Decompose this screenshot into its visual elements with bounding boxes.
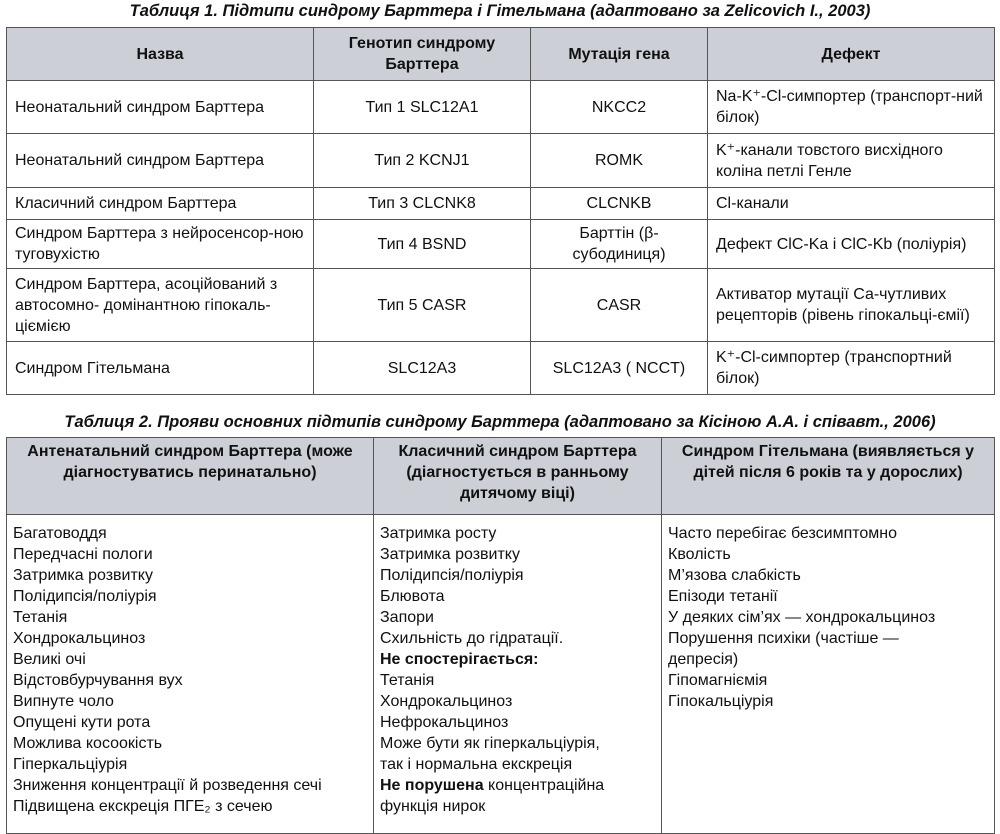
cell-mutation: Барттін (β-субодиниця) <box>531 220 708 269</box>
cell-defect: Дефект ClC-Ka і ClC-Kb (поліурія) <box>708 220 995 269</box>
list-item: Можлива косоокість <box>13 735 163 752</box>
list-item: Порушення психіки (частіше — <box>668 630 899 647</box>
list-item: Підвищена екскреція ПГЕ₂ з сечею <box>13 798 273 815</box>
list-item: Запори <box>380 609 434 626</box>
table-row <box>7 515 995 834</box>
classic-symptoms-cell <box>374 515 662 834</box>
list-item: Хондрокальциноз <box>13 630 146 647</box>
table-row <box>7 220 995 269</box>
list-item: Часто перебігає безсимптомно <box>668 525 898 542</box>
table1-caption: Таблиця 1. Підтипи синдрому Барттера і Гітельмана (адаптовано за Zelicovich I., 2003) <box>129 2 871 20</box>
list-item: Зниження концентрації й розведення сечі <box>13 777 322 794</box>
list-item <box>380 775 653 796</box>
header-gitelman: Синдром Гітельмана (виявляється у дітей після 6 років та у дорослих) <box>662 438 995 515</box>
list-item: Тетанія <box>13 609 68 626</box>
cell-mutation: ROMK <box>531 134 708 188</box>
bartter-manifestations-table <box>6 437 995 834</box>
cell-genotype: Тип 5 CASR <box>314 269 531 342</box>
table-header-row <box>7 438 995 515</box>
header-genotype: Генотип синдрому Барттера <box>314 28 531 81</box>
cell-genotype: Тип 1 SLC12A1 <box>314 81 531 134</box>
list-item: Гіпомагніємія <box>668 672 768 689</box>
list-item-text: концентраційна <box>483 777 605 794</box>
list-item: Передчасні пологи <box>13 546 153 563</box>
list-item: Гіпокальціурія <box>668 693 774 710</box>
list-item: Затримка розвитку <box>13 567 153 584</box>
list-item: так і нормальна екскреція <box>380 756 573 773</box>
cell-name: Класичний синдром Барттера <box>7 188 314 220</box>
cell-defect: Na-K⁺-Cl-симпортер (транспорт-ний білок) <box>708 81 995 134</box>
cell-defect: K⁺-Cl-симпортер (транспортний білок) <box>708 342 995 395</box>
table-row <box>7 188 995 220</box>
header-classic: Класичний синдром Барттера (діагностується в ранньому дитячому віці) <box>374 438 662 515</box>
gitelman-symptoms-cell <box>662 515 995 834</box>
header-gene-mutation: Мутація гена <box>531 28 708 81</box>
table-row <box>7 134 995 188</box>
list-item: У деяких сім’ях — хондрокальциноз <box>668 609 936 626</box>
list-item: Затримка росту <box>380 525 497 542</box>
cell-mutation: SLC12A3 ( NCCT) <box>531 342 708 395</box>
antenatal-symptoms-cell <box>7 515 374 834</box>
list-item: Полідипсія/поліурія <box>380 567 524 584</box>
list-item: депресія) <box>668 651 739 668</box>
cell-genotype: SLC12A3 <box>314 342 531 395</box>
table-header-row <box>7 28 995 81</box>
list-item: Може бути як гіперкальціурія, <box>380 735 600 752</box>
cell-name: Синдром Барттера з нейросенсор-ною туговухістю <box>7 220 314 269</box>
list-item: Великі очі <box>13 651 86 668</box>
list-item: Тетанія <box>380 672 435 689</box>
header-antenatal: Антенатальний синдром Барттера (може діагностуватись перинатально) <box>7 438 374 515</box>
emphasis-text: Не порушена <box>380 777 484 794</box>
list-item: Гіперкальціурія <box>13 756 128 773</box>
list-item: Опущені кути рота <box>13 714 151 731</box>
table-row <box>7 342 995 395</box>
header-defect: Дефект <box>708 28 995 81</box>
list-item: Затримка розвитку <box>380 546 520 563</box>
cell-name: Неонатальний синдром Барттера <box>7 81 314 134</box>
header-name: Назва <box>7 28 314 81</box>
list-item: функція нирок <box>380 798 486 815</box>
cell-defect: Cl-канали <box>708 188 995 220</box>
list-item: Епізоди тетанії <box>668 588 778 605</box>
table2-caption: Таблиця 2. Прояви основних підтипів синдрому Барттера (адаптовано за Кісіною А.А. і співавт., 2006) <box>64 413 936 431</box>
cell-defect: K⁺-канали товстого висхідного коліна петлі Генле <box>708 134 995 188</box>
list-item: М’язова слабкість <box>668 567 801 584</box>
list-item: Блювота <box>380 588 445 605</box>
list-item: Полідипсія/поліурія <box>13 588 157 605</box>
list-item: Багатоводдя <box>13 525 107 542</box>
list-item: Нефрокальциноз <box>380 714 509 731</box>
list-item: Схильність до гідратації. <box>380 630 564 647</box>
cell-name: Неонатальний синдром Барттера <box>7 134 314 188</box>
cell-name: Синдром Барттера, асоційований з автосомно- домінантною гіпокаль-ціємією <box>7 269 314 342</box>
cell-mutation: CLCNKB <box>531 188 708 220</box>
table-row <box>7 269 995 342</box>
cell-mutation: CASR <box>531 269 708 342</box>
cell-defect: Активатор мутації Са-чутливих рецепторів (рівень гіпокальці-ємії) <box>708 269 995 342</box>
list-subheading: Не спостерігається: <box>380 651 539 668</box>
list-item: Хондрокальциноз <box>380 693 513 710</box>
table-row <box>7 81 995 134</box>
cell-mutation: NKCC2 <box>531 81 708 134</box>
list-item: Кволість <box>668 546 731 563</box>
cell-name: Синдром Гітельмана <box>7 342 314 395</box>
list-item: Відстовбурчування вух <box>13 672 183 689</box>
cell-genotype: Тип 4 BSND <box>314 220 531 269</box>
cell-genotype: Тип 3 CLCNK8 <box>314 188 531 220</box>
cell-genotype: Тип 2 KCNJ1 <box>314 134 531 188</box>
bartter-subtypes-table <box>6 27 995 395</box>
list-item: Випнуте чоло <box>13 693 114 710</box>
